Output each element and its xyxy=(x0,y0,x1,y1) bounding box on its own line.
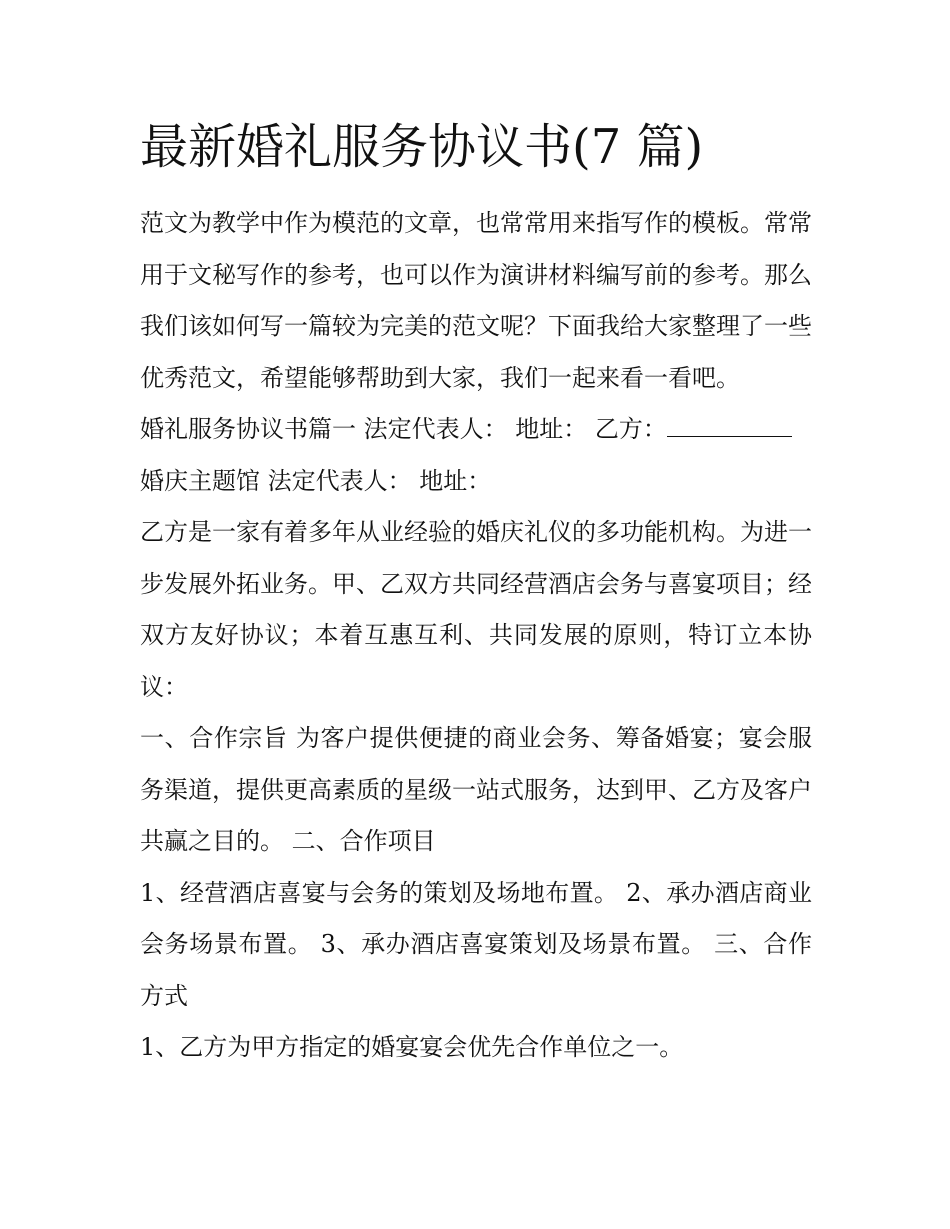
document-title: 最新婚礼服务协议书(7 篇) xyxy=(140,119,704,175)
paragraph-intro: 范文为教学中作为模范的文章，也常常用来指写作的模板。常常用于文秘写作的参考，也可以作为演讲材料编写前的参考。那么我们该如何写一篇较为完美的范文呢？下面我给大家整理了一些优秀范文，希望能够帮助到大家，我们一起来看一看吧。 xyxy=(140,209,812,392)
paragraph-cooperation: 1、乙方为甲方指定的婚宴宴会优先合作单位之一。 xyxy=(140,1033,684,1061)
paragraph-party-b-line xyxy=(140,404,812,456)
paragraph-venue: 婚庆主题馆 法定代表人： 地址： xyxy=(140,466,492,495)
paragraph-background: 乙方是一家有着多年从业经验的婚庆礼仪的多功能机构。为进一步发展外拓业务。甲、乙双方共同经营酒店会务与喜宴项目；经双方友好协议；本着互惠互利、共同发展的原则，特订立本协议： xyxy=(140,518,812,701)
paragraph-party-b-text: 婚礼服务协议书篇一 法定代表人： 地址： 乙方： xyxy=(140,415,667,443)
paragraph-purpose: 一、合作宗旨 为客户提供便捷的商业会务、筹备婚宴；宴会服务渠道，提供更高素质的星级一站式服务，达到甲、乙方及客户共赢之目的。 二、合作项目 xyxy=(140,724,812,855)
blank-underline xyxy=(667,414,792,437)
paragraph-projects: 1、经营酒店喜宴与会务的策划及场地布置。 2、承办酒店商业会务场景布置。 3、承办酒店喜宴策划及场景布置。 三、合作方式 xyxy=(140,878,812,1010)
document-body xyxy=(140,198,812,1074)
